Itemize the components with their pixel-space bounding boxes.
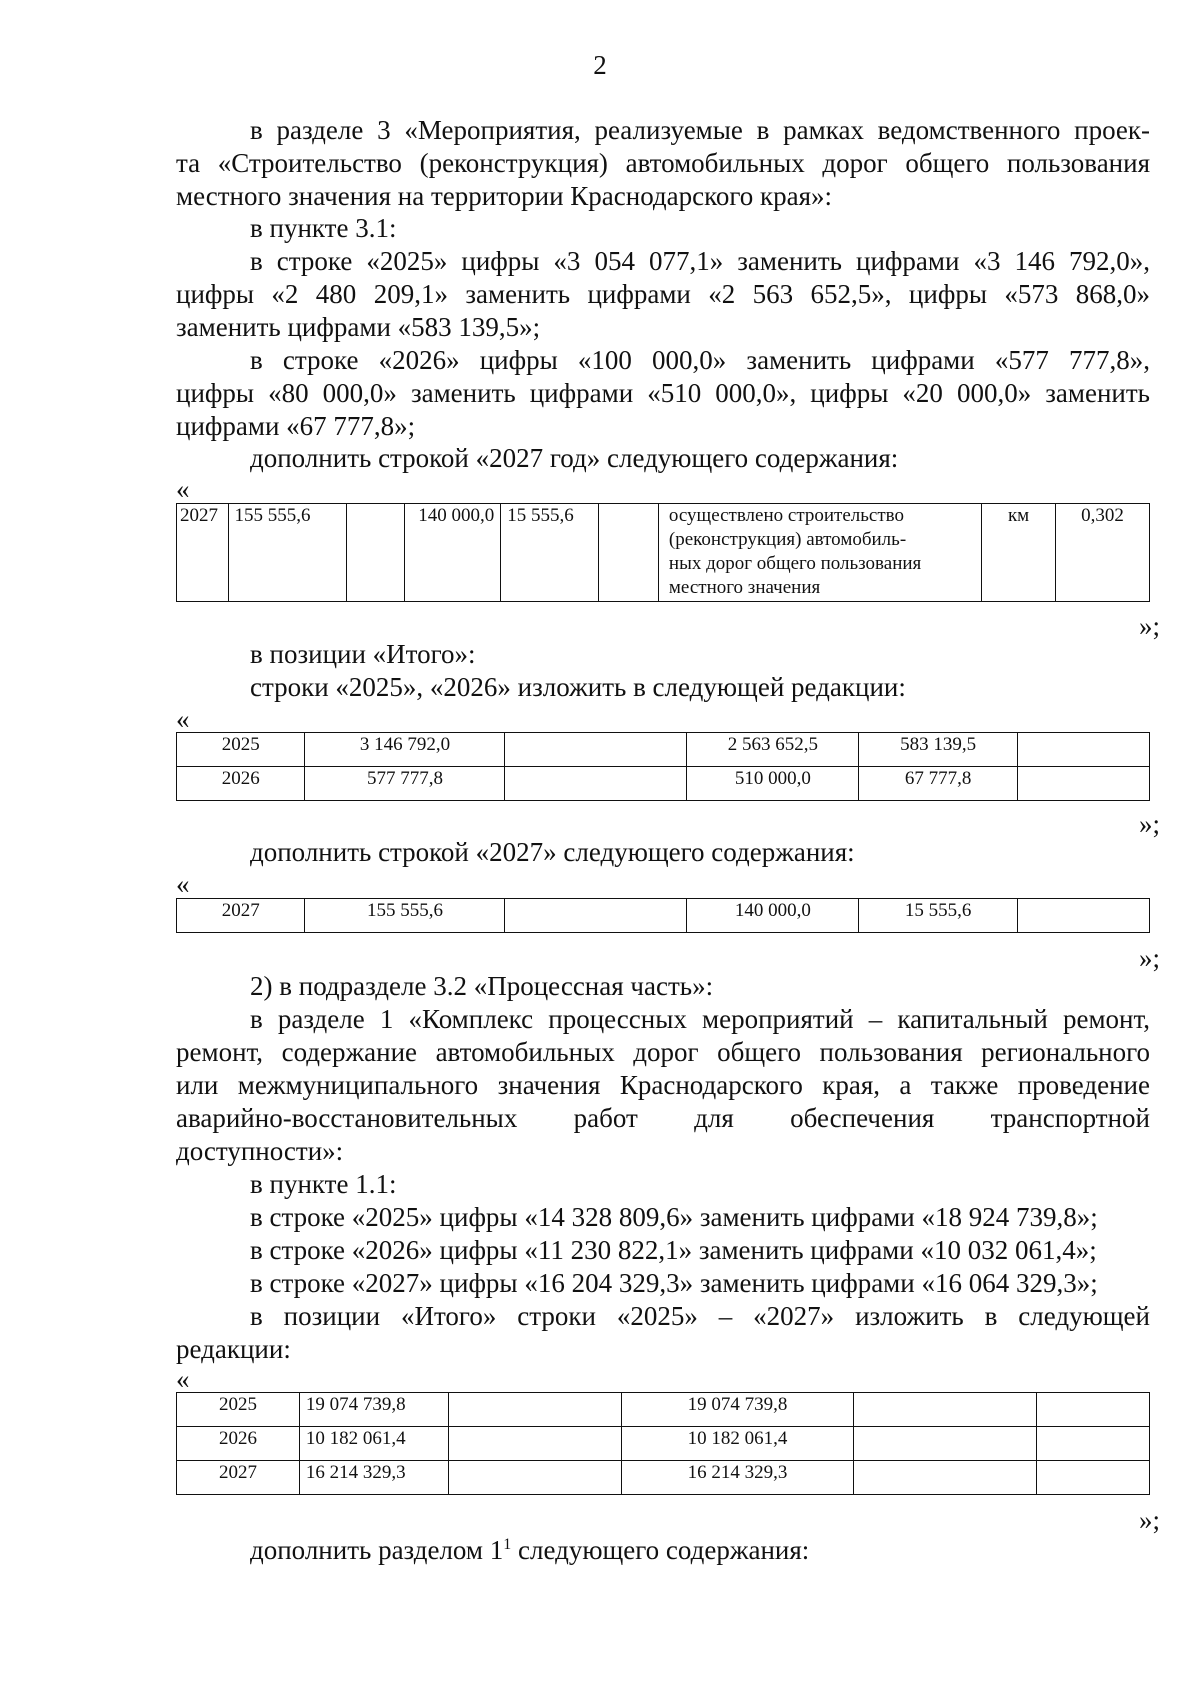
- p31-2025-line-2: цифры «2 480 209,1» заменить цифрами «2 563 652,5», цифры «573 868,0»: [176, 279, 1150, 309]
- open-quote-1: «: [176, 474, 190, 504]
- add-section-text-end: следующего содержания:: [511, 1535, 810, 1565]
- intro-line-2: та «Строительство (реконструкция) автомобильных дорог общего пользования: [176, 148, 1150, 178]
- local-cell: 15 555,6: [859, 899, 1017, 933]
- subsection-3-2: 2) в подразделе 3.2 «Процессная часть»:: [250, 971, 714, 1001]
- empty-cell: [599, 504, 659, 602]
- sec1-line-5: доступности»:: [176, 1136, 344, 1166]
- sec1-line-4: аварийно-восстановительных работ для обеспечения транспортной: [176, 1103, 1150, 1133]
- year-cell: 2026: [177, 767, 305, 801]
- total-cell: 155 555,6: [228, 504, 346, 602]
- table-row: [177, 1393, 1150, 1427]
- total-cell: 3 146 792,0: [305, 733, 505, 767]
- regional-cell: 2 563 652,5: [687, 733, 859, 767]
- regional-cell: 19 074 739,8: [621, 1393, 854, 1427]
- close-quote-1: »;: [1138, 611, 1160, 641]
- p31-2026-line-2: цифры «80 000,0» заменить цифрами «510 000,0», цифры «20 000,0» заменить: [176, 378, 1150, 408]
- p31-2026-line-1: в строке «2026» цифры «100 000,0» заменить цифрами «577 777,8»,: [250, 345, 1150, 375]
- close-quote-2: »;: [1138, 809, 1160, 839]
- table-row: [177, 733, 1150, 767]
- p11-line-2027: в строке «2027» цифры «16 204 329,3» заменить цифрами «16 064 329,3»;: [250, 1268, 1098, 1298]
- result-line: осуществлено строительство: [668, 505, 904, 526]
- regional-cell: 10 182 061,4: [621, 1427, 854, 1461]
- year-cell: 2027: [177, 504, 229, 602]
- itogo2-line-1: в позиции «Итого» строки «2025» – «2027» изложить в следующей: [250, 1301, 1150, 1331]
- sec1-line-1: в разделе 1 «Комплекс процессных мероприятий – капитальный ремонт,: [250, 1004, 1150, 1034]
- empty-cell: [1017, 733, 1149, 767]
- table-itogo-2025-2027: [176, 1392, 1150, 1495]
- p31-2025-line-3: заменить цифрами «583 139,5»;: [176, 312, 541, 342]
- p31-2025-line-1: в строке «2025» цифры «3 054 077,1» заменить цифрами «3 146 792,0»,: [250, 246, 1150, 276]
- local-cell: 15 555,6: [501, 504, 599, 602]
- p11-line-2025: в строке «2025» цифры «14 328 809,6» заменить цифрами «18 924 739,8»;: [250, 1202, 1098, 1232]
- open-quote-3: «: [176, 869, 190, 899]
- empty-cell: [1037, 1461, 1150, 1495]
- p11-line-2026: в строке «2026» цифры «11 230 822,1» заменить цифрами «10 032 061,4»;: [250, 1235, 1097, 1265]
- empty-cell: [854, 1461, 1037, 1495]
- intro-line-3: местного значения на территории Краснодарского края»:: [176, 181, 833, 211]
- year-cell: 2025: [177, 1393, 300, 1427]
- result-cell: [658, 504, 981, 602]
- itogo-heading: в позиции «Итого»:: [250, 639, 476, 669]
- intro-line-1: в разделе 3 «Мероприятия, реализуемые в рамках ведомственного проек-: [250, 115, 1150, 145]
- empty-cell: [854, 1393, 1037, 1427]
- local-cell: 583 139,5: [859, 733, 1017, 767]
- year-cell: 2027: [177, 899, 305, 933]
- table-row-2027: [176, 898, 1150, 933]
- open-quote-4: «: [176, 1364, 190, 1394]
- year-cell: 2027: [177, 1461, 300, 1495]
- table-row: [177, 767, 1150, 801]
- result-line: ных дорог общего пользования: [668, 553, 922, 574]
- itogo2-line-2: редакции:: [176, 1334, 291, 1364]
- total-cell: 155 555,6: [305, 899, 505, 933]
- empty-cell: [346, 504, 405, 602]
- empty-cell: [448, 1461, 621, 1495]
- empty-cell: [505, 767, 687, 801]
- empty-cell: [448, 1393, 621, 1427]
- total-cell: 577 777,8: [305, 767, 505, 801]
- p31-2026-line-3: цифрами «67 777,8»;: [176, 411, 416, 441]
- year-cell: 2026: [177, 1427, 300, 1461]
- regional-cell: 16 214 329,3: [621, 1461, 854, 1495]
- empty-cell: [448, 1427, 621, 1461]
- add-section-1-1: [250, 1534, 1200, 1566]
- add-2027-god: дополнить строкой «2027 год» следующего содержания:: [250, 443, 899, 473]
- empty-cell: [854, 1427, 1037, 1461]
- empty-cell: [505, 733, 687, 767]
- itogo-rows-text: строки «2025», «2026» изложить в следующей редакции:: [250, 672, 906, 702]
- empty-cell: [1017, 767, 1149, 801]
- sec1-line-2: ремонт, содержание автомобильных дорог общего пользования регионального: [176, 1037, 1150, 1067]
- year-cell: 2025: [177, 733, 305, 767]
- empty-cell: [1037, 1393, 1150, 1427]
- superscript-1: 1: [503, 1536, 512, 1553]
- close-quote-4: »;: [1138, 1505, 1160, 1535]
- total-cell: 10 182 061,4: [299, 1427, 448, 1461]
- p31-heading: в пункте 3.1:: [250, 213, 397, 243]
- result-line: (реконструкция) автомобиль-: [668, 529, 907, 550]
- total-cell: 16 214 329,3: [299, 1461, 448, 1495]
- table-row-2027-god: [176, 503, 1150, 602]
- table-row: [177, 899, 1150, 933]
- p11-heading: в пункте 1.1:: [250, 1169, 397, 1199]
- add-2027: дополнить строкой «2027» следующего содержания:: [250, 837, 855, 867]
- value-cell: 0,302: [1055, 504, 1149, 602]
- total-cell: 19 074 739,8: [299, 1393, 448, 1427]
- empty-cell: [505, 899, 687, 933]
- local-cell: 67 777,8: [859, 767, 1017, 801]
- open-quote-2: «: [176, 704, 190, 734]
- empty-cell: [1037, 1427, 1150, 1461]
- table-row: [177, 1461, 1150, 1495]
- regional-cell: 140 000,0: [405, 504, 501, 602]
- page-number: 2: [593, 50, 607, 80]
- sec1-line-3: или межмуниципального значения Краснодарского края, а также проведение: [176, 1070, 1150, 1100]
- unit-cell: км: [982, 504, 1056, 602]
- close-quote-3: »;: [1138, 943, 1160, 973]
- result-line: местного значения: [668, 577, 821, 598]
- add-section-text: дополнить разделом 1: [250, 1535, 504, 1565]
- empty-cell: [1017, 899, 1149, 933]
- regional-cell: 510 000,0: [687, 767, 859, 801]
- table-row: [177, 1427, 1150, 1461]
- table-itogo-2025-2026: [176, 732, 1150, 801]
- regional-cell: 140 000,0: [687, 899, 859, 933]
